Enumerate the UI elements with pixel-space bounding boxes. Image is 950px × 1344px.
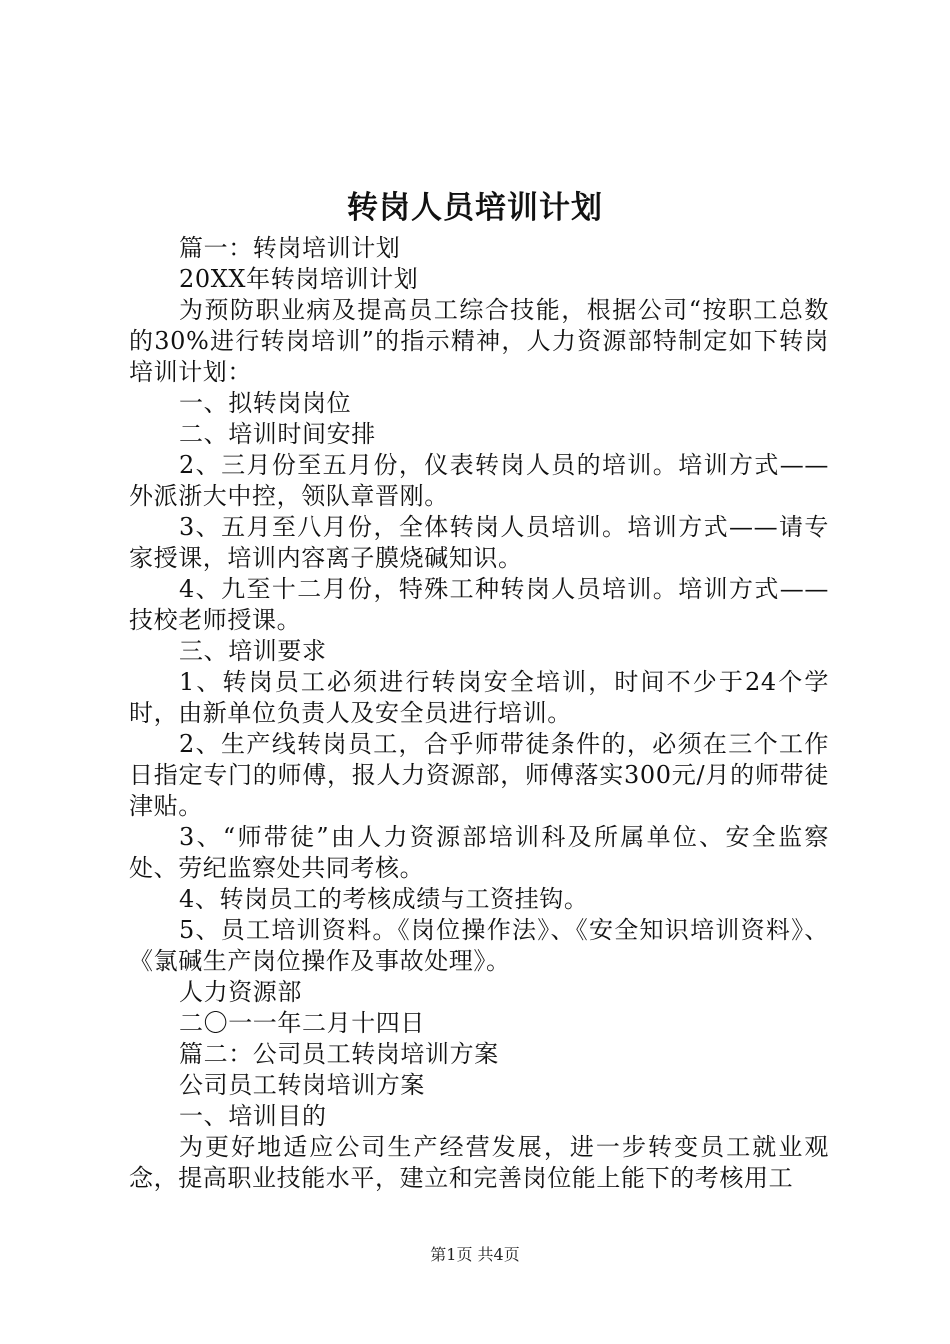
paragraph: 篇一：转岗培训计划 [179, 234, 401, 262]
paragraph: 三、培训要求 [179, 637, 327, 665]
paragraph: 1、转岗员工必须进行转岗安全培训，时间不少于24个学时，由新单位负责人及安全员进行培训。 [129, 668, 829, 727]
paragraph: 公司员工转岗培训方案 [179, 1071, 425, 1099]
paragraph: 2、生产线转岗员工，合乎师带徒条件的，必须在三个工作日指定专门的师傅，报人力资源部，师傅落实300元/月的师带徒津贴。 [129, 730, 829, 820]
paragraph: 4、转岗员工的考核成绩与工资挂钩。 [179, 885, 589, 913]
paragraph: 2、三月份至五月份，仪表转岗人员的培训。培训方式——外派浙大中控，领队章晋刚。 [129, 451, 829, 510]
paragraph: 为更好地适应公司生产经营发展，进一步转变员工就业观念，提高职业技能水平，建立和完善岗位能上能下的考核用工 [129, 1133, 829, 1192]
paragraph: 一、培训目的 [179, 1102, 327, 1130]
page-footer: 第1页 共4页 [430, 1245, 520, 1264]
paragraph: 20XX年转岗培训计划 [179, 265, 419, 293]
paragraph: 3、五月至八月份，全体转岗人员培训。培训方式——请专家授课，培训内容离子膜烧碱知识。 [129, 513, 829, 572]
paragraph: 5、员工培训资料。《岗位操作法》、《安全知识培训资料》、《氯碱生产岗位操作及事故处理》。 [129, 916, 829, 975]
paragraph: 篇二：公司员工转岗培训方案 [179, 1040, 499, 1068]
paragraph: 4、九至十二月份，特殊工种转岗人员培训。培训方式——技校老师授课。 [129, 575, 829, 634]
document-body [129, 233, 829, 1194]
signature-date: 二〇一一年二月十四日 [179, 1009, 425, 1037]
paragraph: 为预防职业病及提高员工综合技能，根据公司“按职工总数的30%进行转岗培训”的指示精神，人力资源部特制定如下转岗培训计划： [129, 296, 829, 386]
paragraph: 二、培训时间安排 [179, 420, 376, 448]
paragraph: 3、“师带徒”由人力资源部培训科及所属单位、安全监察处、劳纪监察处共同考核。 [129, 823, 829, 882]
document-title: 转岗人员培训计划 [347, 190, 603, 226]
paragraph: 一、拟转岗岗位 [179, 389, 352, 417]
signature-department: 人力资源部 [179, 978, 302, 1006]
